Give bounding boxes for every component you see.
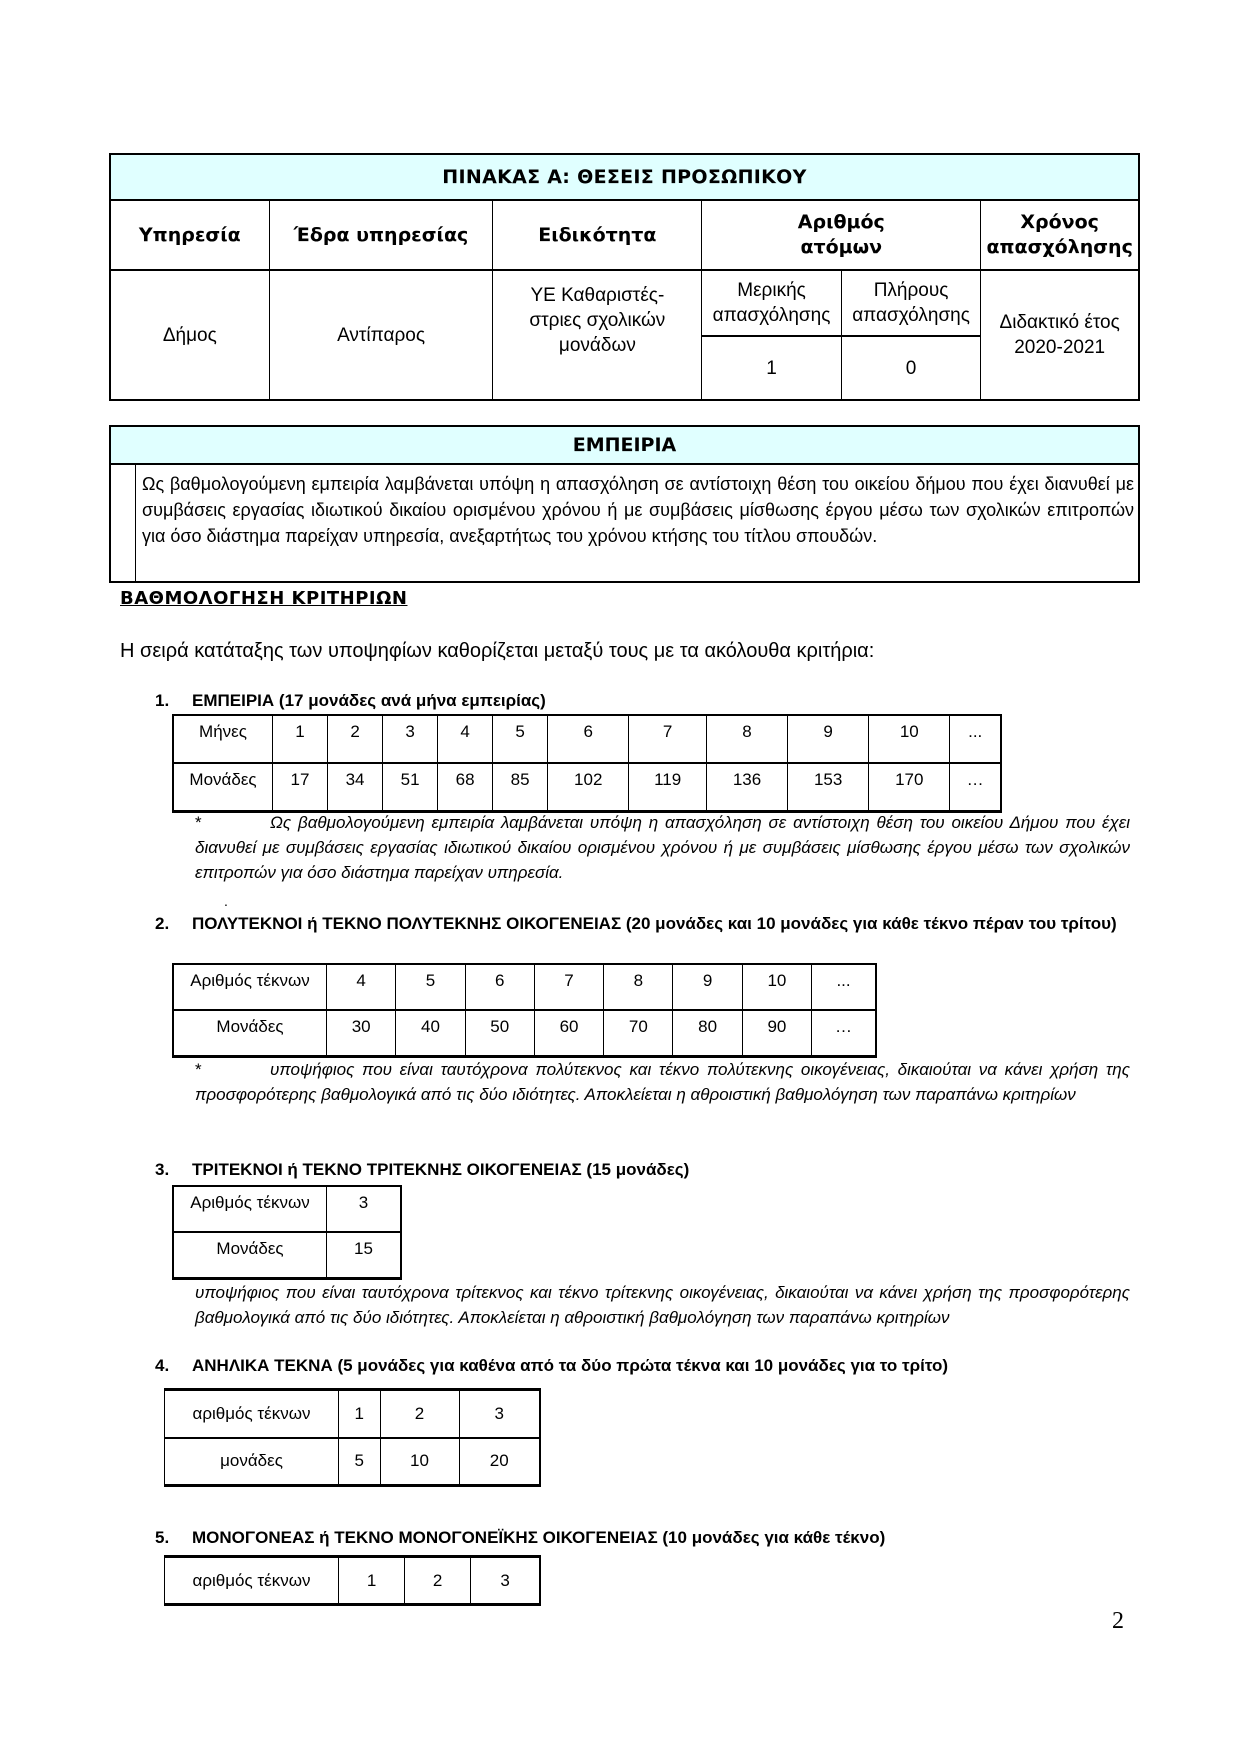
value-cell: 7: [534, 964, 603, 1010]
value-cell: 5: [339, 1438, 381, 1486]
value-cell: 8: [706, 715, 787, 763]
value-cell: 9: [788, 715, 869, 763]
value-cell: 5: [396, 964, 465, 1010]
value-cell: 1: [339, 1390, 381, 1438]
value-cell: 4: [327, 964, 396, 1010]
criterion-number: 2.: [155, 914, 170, 933]
value-cell: …: [950, 763, 1001, 811]
value-cell: 10: [380, 1438, 459, 1486]
note-marker: *: [195, 1060, 202, 1079]
value-cell: 153: [788, 763, 869, 811]
criterion-title-bold: ΑΝΗΛΙΚΑ ΤΕΚΝΑ: [192, 1356, 333, 1375]
criterion-title-bold: ΕΜΠΕΙΡΙΑ: [192, 691, 275, 710]
staff-positions-table: [109, 153, 1140, 401]
experience-gutter: [110, 464, 136, 582]
value-cell: 40: [396, 1010, 465, 1056]
value-cell: 119: [629, 763, 707, 811]
header-specialty: Ειδικότητα: [493, 200, 702, 270]
cell-specialty: ΥΕ Καθαριστές-στριες σχολικών μονάδων: [493, 270, 702, 400]
value-cell: 3: [327, 1186, 402, 1232]
page-number: 2: [1112, 1608, 1124, 1634]
criterion-title-rest: (15 μονάδες): [581, 1160, 690, 1179]
subheader-partial: Μερικής απασχόλησης: [702, 270, 842, 336]
table-title: ΠΙΝΑΚΑΣ Α: ΘΕΣΕΙΣ ΠΡΟΣΩΠΙΚΟΥ: [110, 154, 1139, 200]
criterion-title-bold: ΠΟΛΥΤΕΚΝΟΙ ή ΤΕΚΝΟ ΠΟΛΥΤΕΚΝΗΣ ΟΙΚΟΓΕΝΕΙΑΣ: [192, 914, 622, 933]
value-cell: ...: [950, 715, 1001, 763]
value-cell: 1: [339, 1557, 405, 1605]
header-persons: Αριθμός ατόμων: [702, 200, 981, 270]
value-cell: 51: [383, 763, 438, 811]
row-label: Μήνες: [173, 715, 273, 763]
criterion-2-note: [195, 1057, 1130, 1107]
value-cell: 17: [273, 763, 328, 811]
experience-title: ΕΜΠΕΙΡΙΑ: [110, 426, 1139, 464]
experience-box: [109, 425, 1140, 583]
value-cell: …: [812, 1010, 876, 1056]
subheader-full: Πλήρους απασχόλησης: [841, 270, 981, 336]
row-label: Μονάδες: [173, 1010, 327, 1056]
criterion-3-table: [172, 1185, 402, 1280]
stray-mark: .: [224, 893, 228, 909]
criterion-number: 5.: [155, 1528, 170, 1547]
criterion-1-note: [195, 810, 1130, 885]
criterion-title-rest: (17 μονάδες ανά μήνα εμπειρίας): [274, 691, 546, 710]
value-cell: 2: [380, 1390, 459, 1438]
row-label: αριθμός τέκνων: [165, 1390, 339, 1438]
criterion-title-bold: ΤΡΙΤΕΚΝΟΙ ή ΤΕΚΝΟ ΤΡΙΤΕΚΝΗΣ ΟΙΚΟΓΕΝΕΙΑΣ: [192, 1160, 582, 1179]
value-cell: 6: [465, 964, 534, 1010]
cell-duration: Διδακτικό έτος 2020-2021: [981, 270, 1139, 400]
value-cell: 30: [327, 1010, 396, 1056]
cell-seat: Αντίπαρος: [269, 270, 493, 400]
value-cell: 70: [604, 1010, 673, 1056]
value-cell: 136: [706, 763, 787, 811]
row-label: αριθμός τέκνων: [165, 1557, 339, 1605]
criterion-number: 3.: [155, 1160, 170, 1179]
experience-text: Ως βαθμολογούμενη εμπειρία λαμβάνεται υπόψη η απασχόληση σε αντίστοιχη θέση του οικείου δήμου που έχει διανυθεί με συμβάσεις εργασίας ιδιωτικού δικαίου ορισμένου χρόνου ή με συμβάσεις μίσθωσης έργου μέσω των σχολικών επιτροπών για όσο διάστημα παρείχαν υπηρεσία, ανεξαρτήτως του χρόνου κτήσης του τίτλου σπουδών.: [136, 464, 1140, 582]
row-label: Αριθμός τέκνων: [173, 964, 327, 1010]
criterion-1-table: [172, 714, 1002, 813]
criterion-2-table: [172, 963, 877, 1058]
value-cell: 9: [673, 964, 742, 1010]
value-cell: 2: [328, 715, 383, 763]
cell-full-count: 0: [841, 336, 981, 400]
value-cell: 50: [465, 1010, 534, 1056]
criterion-title-rest: (20 μονάδες και 10 μονάδες για κάθε τέκνο πέραν του τρίτου): [621, 914, 1117, 933]
value-cell: 10: [869, 715, 950, 763]
value-cell: 7: [629, 715, 707, 763]
criterion-3-note: υποψήφιος που είναι ταυτόχρονα τρίτεκνος και τέκνο τρίτεκνης οικογένειας, δικαιούται να κάνει χρήση της προσφορότερης βαθμολογικά από τις δύο ιδιότητες. Αποκλείεται η αθροιστική βαθμολόγηση των παραπάνω κριτηρίων: [195, 1283, 1130, 1327]
value-cell: 102: [548, 763, 629, 811]
value-cell: 85: [493, 763, 548, 811]
row-label: Μονάδες: [173, 763, 273, 811]
criterion-4-table: [164, 1388, 541, 1487]
value-cell: 1: [273, 715, 328, 763]
value-cell: 8: [604, 964, 673, 1010]
header-duration: Χρόνος απασχόλησης: [981, 200, 1139, 270]
value-cell: 15: [327, 1232, 402, 1278]
note-marker: *: [195, 813, 202, 832]
value-cell: 6: [548, 715, 629, 763]
criterion-title-bold: ΜΟΝΟΓΟΝΕΑΣ ή ΤΕΚΝΟ ΜΟΝΟΓΟΝΕΪΚΗΣ ΟΙΚΟΓΕΝΕΙΑΣ: [192, 1528, 658, 1547]
criterion-5-table: [164, 1555, 541, 1606]
value-cell: 90: [742, 1010, 811, 1056]
scoring-heading: ΒΑΘΜΟΛΟΓΗΣΗ ΚΡΙΤΗΡΙΩΝ: [120, 588, 408, 609]
criterion-title-rest: (10 μονάδες για κάθε τέκνο): [657, 1528, 886, 1547]
note-text: Ως βαθμολογούμενη εμπειρία λαμβάνεται υπόψη η απασχόληση σε αντίστοιχη θέση του οικείου Δήμου που έχει διανυθεί με συμβάσεις εργασίας ιδιωτικού δικαίου ορισμένου χρόνου ή με συμβάσεις μίσθωσης έργου μέσω των σχολικών επιτροπών για όσο διάστημα παρείχαν υπηρεσία.: [195, 813, 1130, 882]
header-seat: Έδρα υπηρεσίας: [269, 200, 493, 270]
value-cell: 3: [459, 1390, 540, 1438]
value-cell: 20: [459, 1438, 540, 1486]
value-cell: 3: [383, 715, 438, 763]
value-cell: 2: [405, 1557, 471, 1605]
row-label: μονάδες: [165, 1438, 339, 1486]
row-label: Μονάδες: [173, 1232, 327, 1278]
value-cell: 80: [673, 1010, 742, 1056]
value-cell: 10: [742, 964, 811, 1010]
row-label: Αριθμός τέκνων: [173, 1186, 327, 1232]
value-cell: ...: [812, 964, 876, 1010]
cell-service: Δήμος: [110, 270, 269, 400]
criterion-number: 1.: [155, 691, 170, 710]
criterion-number: 4.: [155, 1356, 170, 1375]
value-cell: 170: [869, 763, 950, 811]
value-cell: 3: [471, 1557, 540, 1605]
cell-partial-count: 1: [702, 336, 842, 400]
value-cell: 68: [438, 763, 493, 811]
value-cell: 34: [328, 763, 383, 811]
note-text: υποψήφιος που είναι ταυτόχρονα πολύτεκνος και τέκνο πολύτεκνης οικογένειας, δικαιούται να κάνει χρήση της προσφορότερης βαθμολογικά από τις δύο ιδιότητες. Αποκλείεται η αθροιστική βαθμολόγηση των παραπάνω κριτηρίων: [195, 1060, 1130, 1104]
header-service: Υπηρεσία: [110, 200, 269, 270]
criterion-title-rest: (5 μονάδες για καθένα από τα δύο πρώτα τέκνα και 10 μονάδες για το τρίτο): [332, 1356, 949, 1375]
value-cell: 5: [493, 715, 548, 763]
value-cell: 4: [438, 715, 493, 763]
scoring-intro: Η σειρά κατάταξης των υποψηφίων καθορίζεται μεταξύ τους με τα ακόλουθα κριτήρια:: [120, 640, 875, 662]
value-cell: 60: [534, 1010, 603, 1056]
